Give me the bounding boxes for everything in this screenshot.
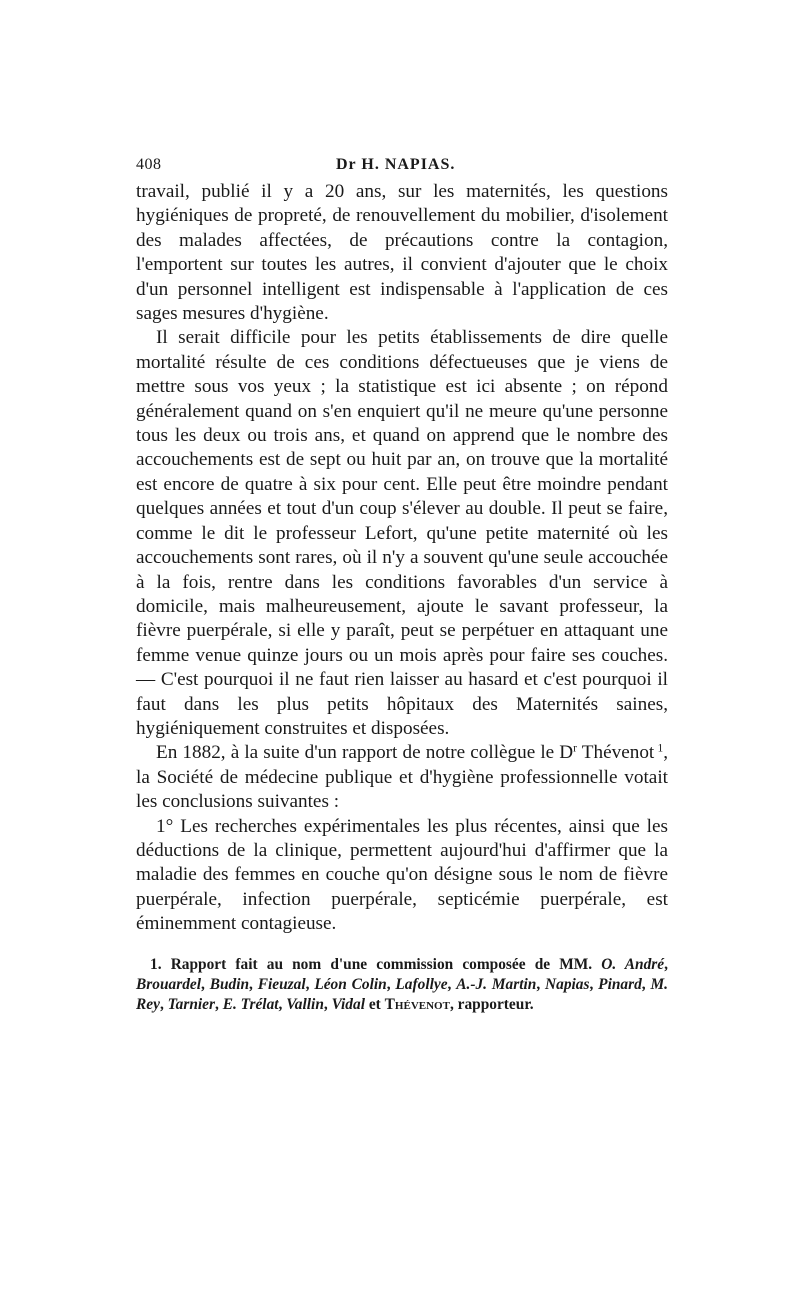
title-superscript: r xyxy=(573,743,578,756)
paragraph-3-after: , la Société de médecine publique et d'hygiène professionnelle votait les conclusions suivantes : xyxy=(136,742,668,813)
footnote-name: Léon Colin xyxy=(314,976,387,993)
page-number: 408 xyxy=(136,156,162,173)
footnote-name: Vidal xyxy=(331,996,365,1014)
footnote-name: O. André xyxy=(601,955,665,973)
footnote-name: A.-J. Martin xyxy=(456,976,537,993)
paragraph-3-before: En 1882, à la suite d'un rapport de notre collègue le D xyxy=(156,742,574,764)
book-page xyxy=(136,150,668,1016)
footnote-name: M. Rey xyxy=(136,976,669,1014)
footnote-name: Pinard xyxy=(598,976,642,993)
footnote-name: Fieuzal xyxy=(257,976,306,993)
main-text xyxy=(136,180,668,937)
footnote-rapporteur: Thévenot xyxy=(384,996,450,1014)
paragraph-3-name: Thévenot xyxy=(577,742,655,764)
paragraph-3 xyxy=(136,741,668,814)
footnote-number: 1. xyxy=(150,955,162,973)
footnote-marker: 1 xyxy=(654,743,664,756)
footnote-name: Lafollye xyxy=(395,976,448,993)
paragraph-4: 1° Les recherches expérimentales les plus récentes, ainsi que les déductions de la clinique, permettent aujourd'hui d'affirmer que la maladie des femmes en couche qu'on désigne sous le nom de fièvre puerpérale, infection puerpérale, septicémie puerpérale, est éminemment contagieuse. xyxy=(136,815,668,935)
footnote-closing: , rapporteur. xyxy=(449,996,534,1014)
footnote-name: Napias xyxy=(545,976,590,993)
footnote-conjunction: et xyxy=(368,996,381,1014)
footnote-name: E. Trélat xyxy=(222,996,279,1014)
author-heading: Dr H. NAPIAS. xyxy=(336,156,456,173)
footnote-name: Tarnier xyxy=(167,996,215,1014)
footnote-name: Budin xyxy=(209,976,250,993)
paragraph-2: Il serait difficile pour les petits établissements de dire quelle mortalité résulte de ces conditions défectueuses que je viens de mettre sous vos yeux ; la statistique est ici absente ; on répond généralement quand on s'en enquiert qu'il ne meure qu'une personne tous les deux ou trois ans, et quand on apprend que le nombre des accouchements est de sept ou huit par an, on trouve que la mortalité est encore de quatre à six pour cent. Elle peut être moindre pendant quelques années et tout d'un coup s'élever au double. Il peut se faire, comme le dit le professeur Lefort, qu'une petite maternité où les accouchements sont rares, où il n'y a souvent qu'une seule accouchée à la fois, rentre dans les conditions favorables d'un service à domicile, mais malheureusement, ajoute le savant professeur, la fièvre puerpérale, si elle y paraît, peut se perpétuer en attaquant une femme venue quinze jours ou un mois après pour faire ses couches. — C'est pourquoi il ne faut rien laisser au hasard et c'est pourquoi il faut dans les plus petits hôpitaux des Maternités saines, hygiéniquement construites et disposées. xyxy=(136,327,668,739)
running-head xyxy=(136,150,668,180)
footnote-name: Vallin xyxy=(286,996,324,1014)
footnote-intro: Rapport fait au nom d'une commission composée de MM. xyxy=(170,955,593,973)
footnote-name: Brouardel xyxy=(136,976,201,993)
paragraph-1: travail, publié il y a 20 ans, sur les maternités, les questions hygiéniques de propreté, de renouvellement du mobilier, d'isolement des malades affectées, de précautions contre la contagion, l'emportent sur toutes les autres, il convient d'ajouter que le choix d'un personnel intelligent est indispensable à l'application de ces sages mesures d'hygiène. xyxy=(136,181,668,325)
footnote: 1. Rapport fait au nom d'une commission composée de MM. O. André, Brouardel, Budin, Fieuzal, Léon Colin, Lafollye, A.-J. Martin, Napias, Pinard, M. Rey, Tarnier, E. Trélat, Vallin, Vidal et Thévenot, rapporteur. xyxy=(136,955,669,1014)
